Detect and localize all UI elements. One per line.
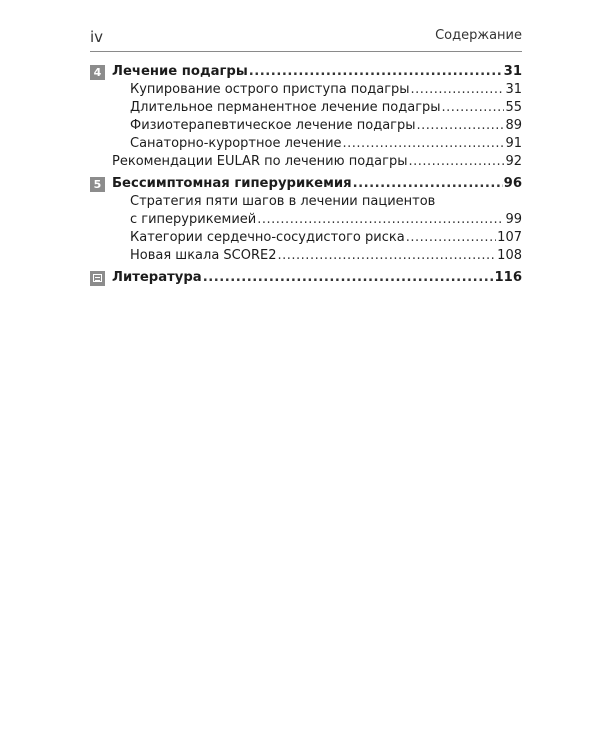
dot-leader: [343, 135, 505, 153]
page-number: iv: [90, 28, 104, 46]
dot-leader: [249, 63, 503, 81]
toc-entry[interactable]: [90, 153, 522, 171]
dot-leader: [353, 175, 503, 193]
toc-entry-title: Купирование острого приступа подагры: [130, 82, 410, 97]
dot-leader: [406, 229, 496, 247]
toc-entry[interactable]: [90, 175, 522, 193]
toc-chapter-5: [90, 175, 522, 265]
header-rule: [90, 51, 522, 52]
toc-entry[interactable]: [90, 99, 522, 117]
toc-entry-title: Литература: [112, 270, 202, 285]
page-header: [90, 28, 522, 50]
toc-entry[interactable]: [90, 211, 522, 229]
toc-entry-title: Санаторно-курортное лечение: [130, 136, 342, 151]
toc-entry-page: 108: [497, 248, 522, 263]
dot-leader: [408, 153, 504, 171]
toc-entry[interactable]: [90, 81, 522, 99]
toc-entry[interactable]: [90, 135, 522, 153]
toc-entry-page: 89: [505, 118, 522, 133]
toc-entry[interactable]: [90, 247, 522, 265]
toc-entry-title: Длительное перманентное лечение подагры: [130, 100, 441, 115]
dot-leader: [203, 269, 494, 287]
dot-leader: [442, 99, 505, 117]
toc-entry-title: Новая шкала SCORE2: [130, 248, 277, 263]
toc-entry[interactable]: [90, 63, 522, 81]
toc-entry-title: Бессимптомная гиперурикемия: [112, 176, 352, 191]
dot-leader: [417, 117, 505, 135]
toc-entry-title: Рекомендации EULAR по лечению подагры: [112, 154, 408, 169]
toc-entry-page: 91: [505, 136, 522, 151]
toc-literature: [90, 269, 522, 287]
toc-entry-title-line1[interactable]: Стратегия пяти шагов в лечении пациентов: [130, 194, 436, 209]
toc-entry[interactable]: [90, 269, 522, 287]
toc-entry-page: 55: [505, 100, 522, 115]
running-title: Содержание: [435, 28, 522, 43]
toc-entry-title-line2: с гиперурикемией: [130, 212, 257, 227]
toc-entry[interactable]: [90, 117, 522, 135]
toc-entry-page: 96: [503, 176, 522, 191]
toc-entry-title: Лечение подагры: [112, 64, 248, 79]
table-of-contents: [90, 63, 522, 291]
toc-entry-page: 92: [505, 154, 522, 169]
toc-entry-title: Категории сердечно-сосудистого риска: [130, 230, 405, 245]
toc-entry-page: 107: [497, 230, 522, 245]
toc-entry-title: Физиотерапевтическое лечение подагры: [130, 118, 416, 133]
chapter-number-badge: 4: [90, 65, 105, 80]
toc-chapter-4: [90, 63, 522, 171]
toc-entry[interactable]: [90, 229, 522, 247]
dot-leader: [411, 81, 505, 99]
dot-leader: [257, 211, 504, 229]
toc-entry-page: 116: [494, 270, 522, 285]
dot-leader: [278, 247, 497, 265]
toc-entry-page: 99: [505, 212, 522, 227]
chapter-number-badge: 5: [90, 177, 105, 192]
toc-entry-page: 31: [505, 82, 522, 97]
toc-entry-page: 31: [503, 64, 522, 79]
